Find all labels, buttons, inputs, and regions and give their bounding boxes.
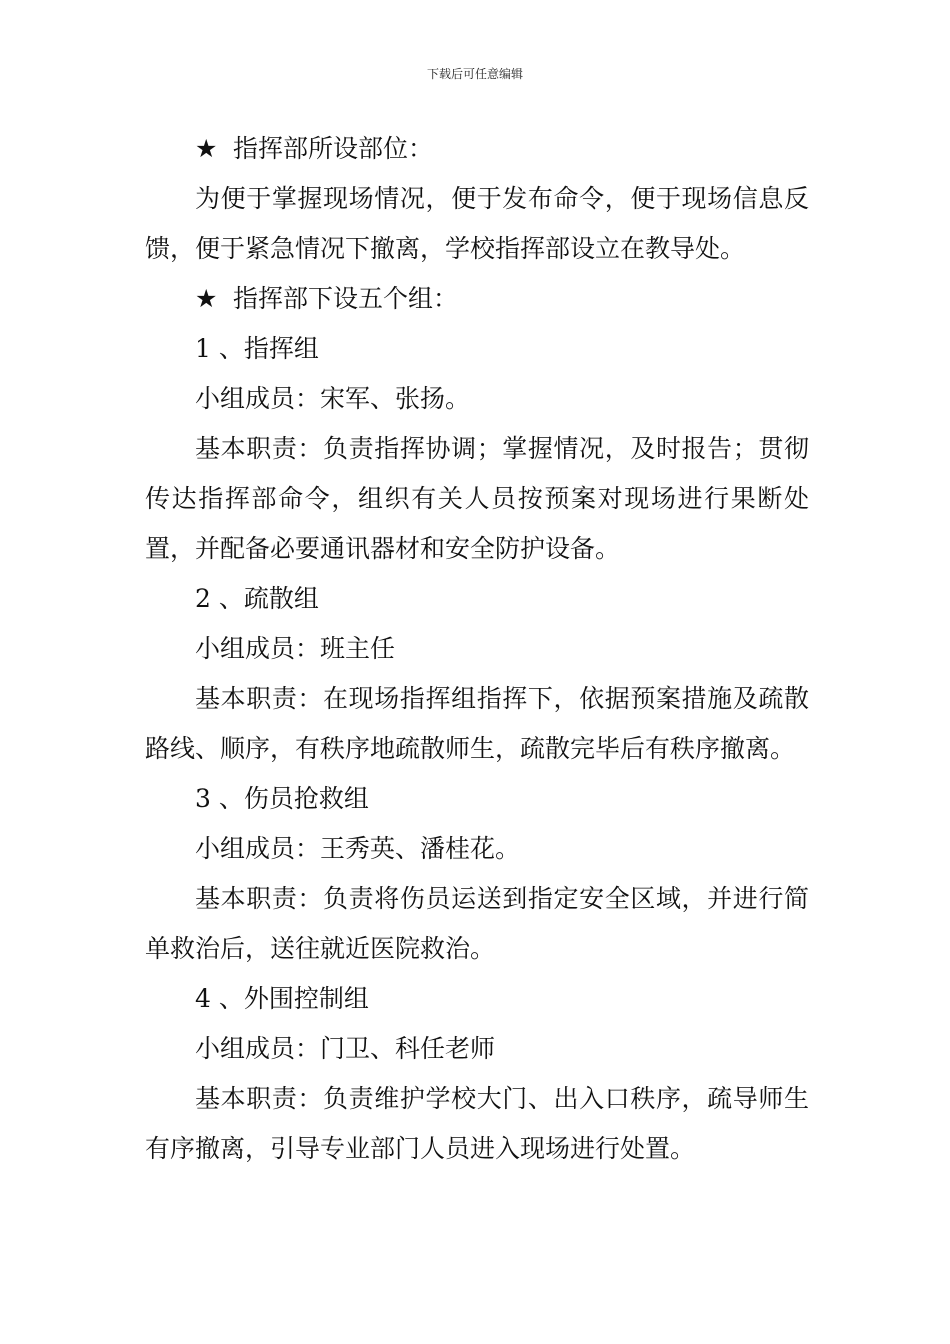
section-heading-location	[145, 124, 809, 174]
group-members: 小组成员：班主任	[195, 634, 396, 663]
page-header: 下载后可任意编辑	[426, 67, 523, 81]
group-members: 小组成员：宋军、张扬。	[195, 384, 471, 413]
group-duties: 基本职责：负责指挥协调；掌握情况，及时报告；贯彻传达指挥部命令，组织有关人员按预案对现场进行果断处置，并配备必要通讯器材和安全防护设备。	[145, 434, 809, 563]
group-duties: 基本职责：在现场指挥组指挥下，依据预案措施及疏散路线、顺序，有秩序地疏散师生，疏散完毕后有秩序撤离。	[145, 684, 809, 763]
group-duties: 基本职责：负责维护学校大门、出入口秩序，疏导师生有序撤离，引导专业部门人员进入现场进行处置。	[145, 1084, 809, 1163]
star-icon: ★	[195, 284, 218, 313]
group-members: 小组成员：门卫、科任老师	[195, 1034, 496, 1063]
group-heading: 4 、外围控制组	[195, 984, 369, 1013]
paragraph-location-text: 为便于掌握现场情况，便于发布命令，便于现场信息反馈，便于紧急情况下撤离，学校指挥部设立在教导处。	[145, 184, 809, 263]
group-heading: 3 、伤员抢救组	[195, 784, 369, 813]
section-heading-text: 指挥部所设部位：	[233, 134, 434, 163]
group-heading: 1 、指挥组	[195, 334, 319, 363]
section-heading-groups	[145, 274, 809, 324]
section-heading-text: 指挥部下设五个组：	[233, 284, 459, 313]
group-duties: 基本职责：负责将伤员运送到指定安全区域，并进行简单救治后，送往就近医院救治。	[145, 884, 809, 963]
star-icon: ★	[195, 134, 218, 163]
document-body	[145, 124, 809, 1174]
group-members: 小组成员：王秀英、潘桂花。	[195, 834, 521, 863]
group-heading: 2 、疏散组	[195, 584, 319, 613]
